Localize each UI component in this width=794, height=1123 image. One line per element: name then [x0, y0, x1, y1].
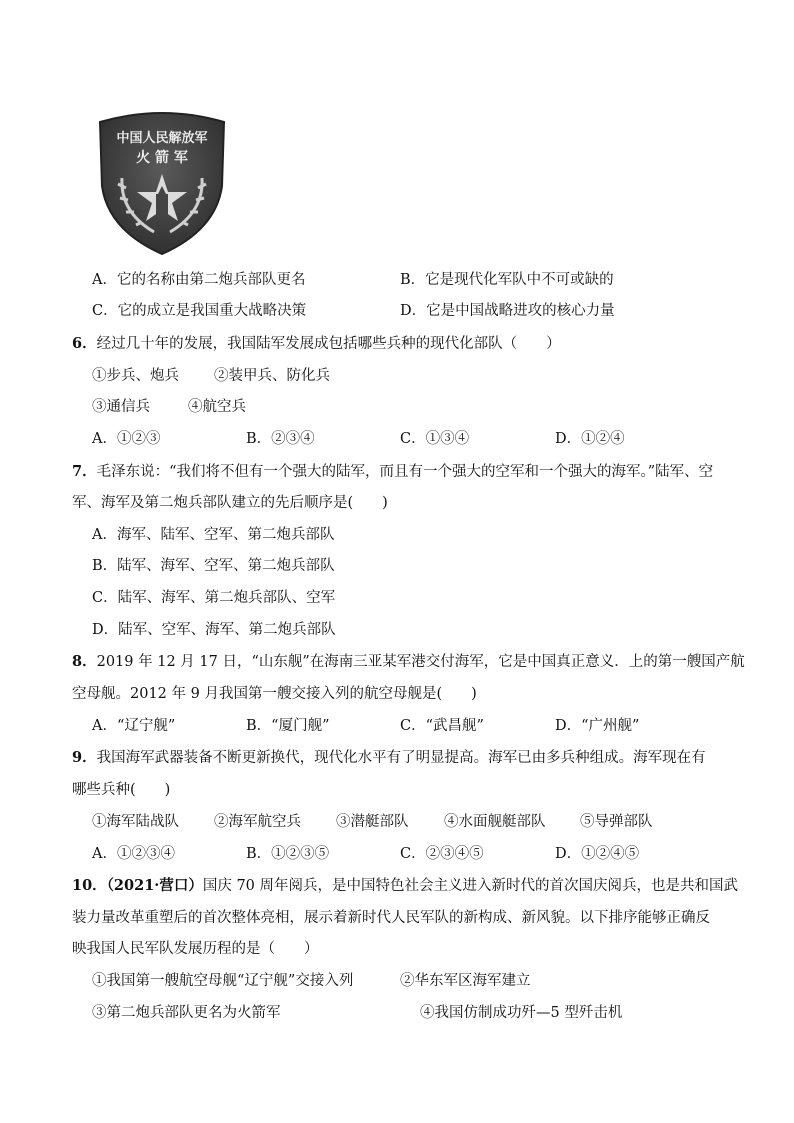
- q6-item-2: ②装甲兵、防化兵: [214, 368, 330, 384]
- q6-option-b[interactable]: B．②③④: [246, 431, 315, 447]
- q8-option-a[interactable]: A．“辽宁舰”: [92, 718, 176, 734]
- q9-option-c[interactable]: C．②③④⑤: [400, 846, 484, 862]
- q10-item-1: ①我国第一艘航空母舰“辽宁舰”交接入列: [92, 973, 354, 989]
- q8-stem-text: 2019 年 12 月 17 日，“山东舰”在海南三亚某军港交付海军，它是中国真正意义．上的第一艘国产航: [96, 654, 745, 670]
- q9-option-b[interactable]: B．①②③⑤: [246, 846, 330, 862]
- q6-item-4: ④航空兵: [188, 399, 246, 415]
- q8-option-d[interactable]: D．“广州舰”: [555, 718, 640, 734]
- q9-item-4: ④水面舰艇部队: [444, 814, 546, 830]
- q10-stem-line1: [72, 876, 738, 896]
- q9-option-d[interactable]: D．①②④⑤: [555, 846, 640, 862]
- q6-option-c[interactable]: C．①③④: [400, 431, 470, 447]
- q8-number: 8．: [72, 653, 97, 670]
- q7-option-d[interactable]: D．陆军、空军、海军、第二炮兵部队: [92, 622, 336, 638]
- q8-option-b[interactable]: B．“厦门舰”: [246, 718, 330, 734]
- q5-option-d[interactable]: D．它是中国战略进攻的核心力量: [400, 303, 615, 319]
- q7-number: 7．: [72, 463, 97, 480]
- q10-stem-line2: 装力量改革重塑后的首次整体亮相，展示着新时代人民军队的新构成、新风貌。以下排序能够正确反: [72, 910, 710, 926]
- q7-option-a[interactable]: A．海军、陆军、空军、第二炮兵部队: [92, 527, 335, 543]
- q5-option-c[interactable]: C．它的成立是我国重大战略决策: [92, 303, 307, 319]
- q6-stem: [72, 334, 561, 354]
- q9-item-1: ①海军陆战队: [92, 814, 179, 830]
- q9-option-a[interactable]: A．①②③④: [92, 846, 175, 862]
- q9-stem-line1: [72, 748, 706, 768]
- q6-option-d[interactable]: D．①②④: [555, 431, 625, 447]
- q6-item-1: ①步兵、炮兵: [92, 368, 179, 384]
- q8-stem-line2: 空母舰。2012 年 9 月我国第一艘交接入列的航空母舰是( ): [72, 686, 477, 702]
- q9-item-5: ⑤导弹部队: [580, 814, 653, 830]
- q9-number: 9．: [72, 749, 97, 766]
- q6-number: 6．: [72, 335, 97, 352]
- q9-item-3: ③潜艇部队: [336, 814, 409, 830]
- q5-option-a[interactable]: A．它的名称由第二炮兵部队更名: [92, 272, 306, 288]
- q7-stem-line1: [72, 462, 713, 482]
- q9-stem-line2: 哪些兵种( ): [72, 782, 171, 798]
- q10-stem-text: 国庆 70 周年阅兵，是中国特色社会主义进入新时代的首次国庆阅兵，也是共和国武: [202, 878, 739, 894]
- q9-item-2: ②海军航空兵: [214, 814, 301, 830]
- badge-line2: 火 箭 军: [136, 150, 188, 166]
- q5-option-b[interactable]: B．它是现代化军队中不可或缺的: [400, 272, 614, 288]
- q7-option-b[interactable]: B．陆军、海军、空军、第二炮兵部队: [92, 558, 335, 574]
- q10-item-2: ②华东军区海军建立: [400, 973, 531, 989]
- q9-stem-text: 我国海军武器装备不断更新换代，现代化水平有了明显提高。海军已由多兵种组成。海军现在有: [96, 750, 706, 766]
- q6-option-a[interactable]: A．①②③: [92, 431, 161, 447]
- q7-stem-text: 毛泽东说：“我们将不但有一个强大的陆军，而且有一个强大的空军和一个强大的海军。”陆军、空: [96, 464, 714, 480]
- q10-item-4: ④我国仿制成功歼—5 型歼击机: [420, 1005, 623, 1021]
- q7-option-c[interactable]: C．陆军、海军、第二炮兵部队、空军: [92, 590, 336, 606]
- q6-stem-text: 经过几十年的发展，我国陆军发展成包括哪些兵种的现代化部队（ ）: [96, 336, 561, 352]
- q10-item-3: ③第二炮兵部队更名为火箭军: [92, 1005, 281, 1021]
- q6-item-3: ③通信兵: [92, 399, 150, 415]
- q7-stem-line2: 军、海军及第二炮兵部队建立的先后顺序是( ): [72, 495, 388, 511]
- q8-stem-line1: [72, 652, 745, 672]
- q10-stem-line3: 映我国人民军队发展历程的是（ ）: [72, 941, 319, 957]
- rocket-force-badge-image: [92, 108, 232, 258]
- q10-source: （2021·营口）: [106, 877, 203, 894]
- q10-number: 10．: [72, 877, 107, 894]
- q8-option-c[interactable]: C．“武昌舰”: [400, 718, 484, 734]
- badge-line1: 中国人民解放军: [116, 131, 208, 146]
